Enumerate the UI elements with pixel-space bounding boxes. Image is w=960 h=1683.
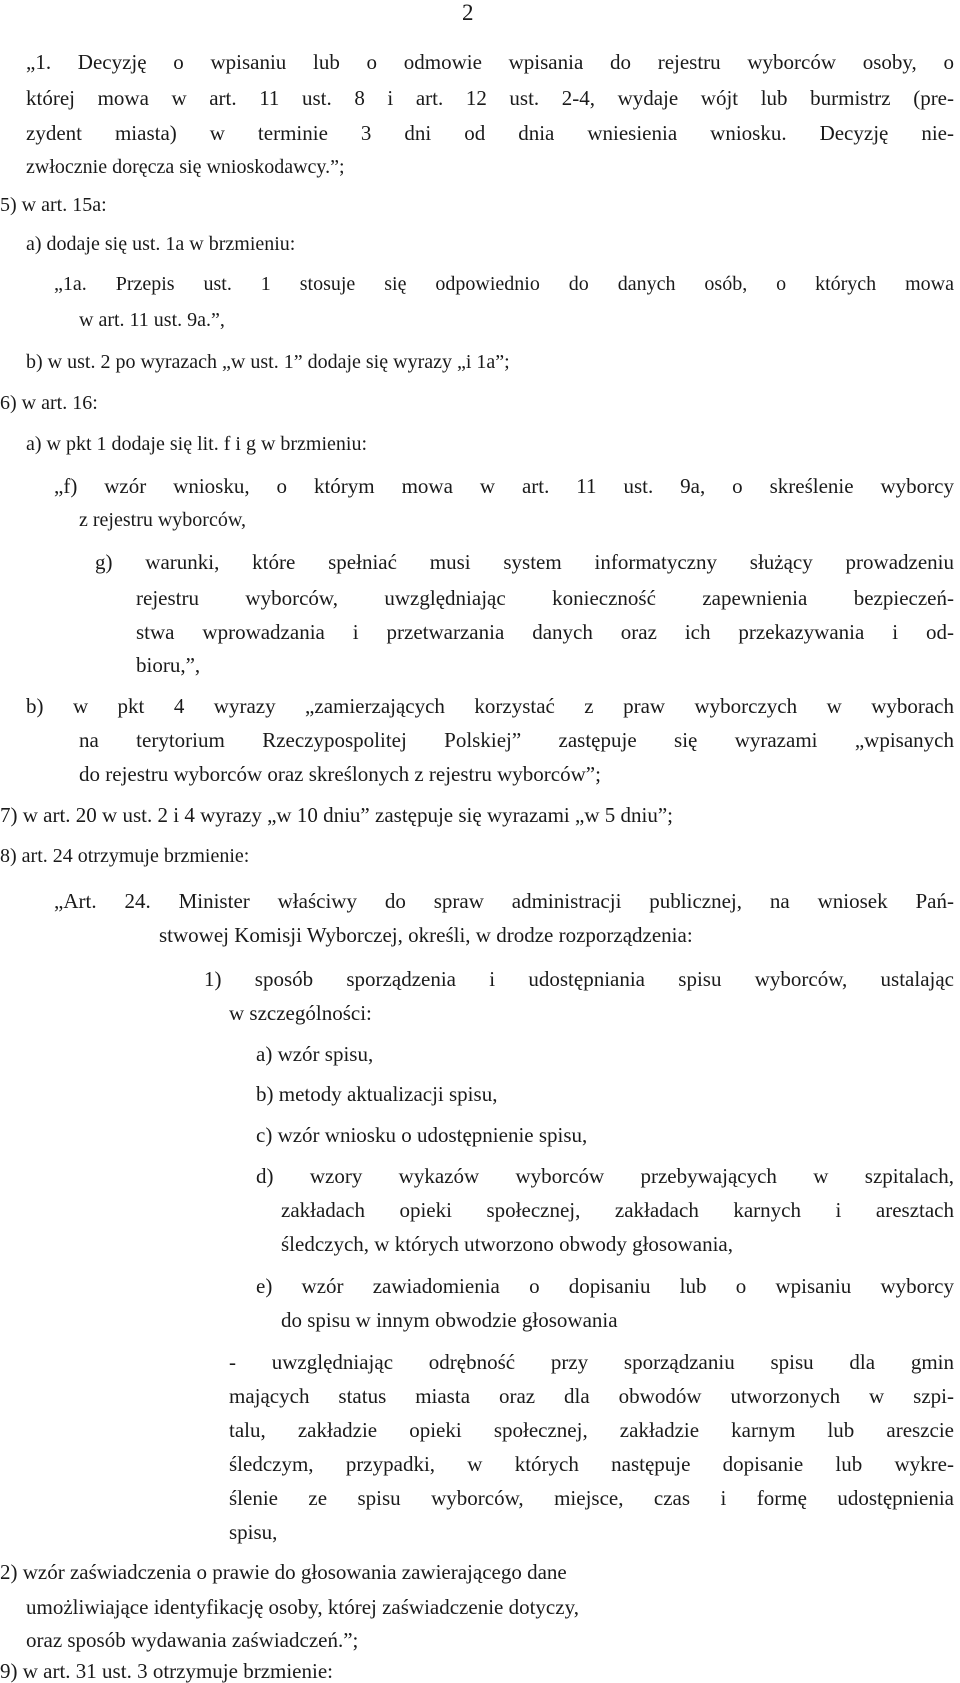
text-line: 7) w art. 20 w ust. 2 i 4 wyrazy „w 10 dniu” zastępuje się wyrazami „w 5 dniu”; (0, 803, 673, 827)
text-line: ślenie ze spisu wyborców, miejsce, czas i formę udostępnienia (229, 1486, 954, 1510)
text-line: z rejestru wyborców, (79, 509, 246, 531)
text-line: oraz sposób wydawania zaświadczeń.”; (26, 1628, 359, 1652)
text-line: spisu, (229, 1520, 278, 1544)
text-line: zydent miasta) w terminie 3 dni od dnia wniesienia wniosku. Decyzję nie- (26, 121, 954, 145)
text-line: w szczególności: (229, 1001, 372, 1025)
text-line: zakładach opieki społecznej, zakładach karnych i aresztach (281, 1198, 954, 1222)
text-line: do spisu w innym obwodzie głosowania (281, 1308, 618, 1332)
text-line: której mowa w art. 11 ust. 8 i art. 12 ust. 2-4, wydaje wójt lub burmistrz (pre- (26, 86, 954, 110)
page-number: 2 (462, 0, 474, 25)
text-line: umożliwiające identyfikację osoby, której zaświadczenie dotyczy, (26, 1595, 579, 1619)
list-item-label: 6) w art. 16: (0, 392, 98, 414)
text-line: „1a. Przepis ust. 1 stosuje się odpowiednio do danych osób, o których mowa (54, 273, 954, 295)
text-line: c) wzór wniosku o udostępnienie spisu, (256, 1123, 588, 1147)
text-line: śledczym, przypadki, w których następuje dopisanie lub wykre- (229, 1452, 954, 1476)
text-line: bioru,”, (136, 653, 201, 677)
text-line: b) w pkt 4 wyrazy „zamierzających korzystać z praw wyborczych w wyborach (26, 694, 954, 718)
list-item-label: 8) art. 24 otrzymuje brzmienie: (0, 845, 250, 867)
text-line: b) metody aktualizacji spisu, (256, 1082, 498, 1106)
text-line: stwa wprowadzania i przetwarzania danych oraz ich przekazywania i od- (136, 620, 954, 644)
text-line: b) w ust. 2 po wyrazach „w ust. 1” dodaje się wyrazy „i 1a”; (26, 351, 510, 373)
text-line: mających status miasta oraz dla obwodów utworzonych w szpi- (229, 1384, 954, 1408)
text-line: 1) sposób sporządzenia i udostępniania spisu wyborców, ustalając (204, 967, 954, 991)
text-line: d) wzory wykazów wyborców przebywających w szpitalach, (256, 1164, 954, 1188)
text-line: „f) wzór wniosku, o którym mowa w art. 11 ust. 9a, o skreślenie wyborcy (54, 474, 954, 498)
text-line: a) wzór spisu, (256, 1042, 374, 1066)
text-line: zwłocznie doręcza się wnioskodawcy.”; (26, 156, 345, 178)
text-line: do rejestru wyborców oraz skreślonych z rejestru wyborców”; (79, 762, 601, 786)
text-line: śledczych, w których utworzono obwody głosowania, (281, 1232, 733, 1256)
text-line: 9) w art. 31 ust. 3 otrzymuje brzmienie: (0, 1659, 333, 1683)
text-line: 2) wzór zaświadczenia o prawie do głosowania zawierającego dane (0, 1560, 567, 1584)
text-line: a) w pkt 1 dodaje się lit. f i g w brzmieniu: (26, 433, 368, 455)
list-item-label: 5) w art. 15a: (0, 194, 107, 216)
text-line: „Art. 24. Minister właściwy do spraw administracji publicznej, na wniosek Pań- (54, 889, 954, 913)
text-line: rejestru wyborców, uwzględniając konieczność zapewnienia bezpieczeń- (136, 586, 954, 610)
text-line: e) wzór zawiadomienia o dopisaniu lub o wpisaniu wyborcy (256, 1274, 954, 1298)
text-line: „1. Decyzję o wpisaniu lub o odmowie wpisania do rejestru wyborców osoby, o (26, 50, 954, 74)
text-line: g) warunki, które spełniać musi system informatyczny służący prowadzeniu (95, 550, 954, 574)
text-line: - uwzględniając odrębność przy sporządzaniu spisu dla gmin (229, 1350, 954, 1374)
text-line: na terytorium Rzeczypospolitej Polskiej” zastępuje się wyrazami „wpisanych (79, 728, 954, 752)
text-line: stwowej Komisji Wyborczej, określi, w drodze rozporządzenia: (159, 923, 693, 947)
text-line: a) dodaje się ust. 1a w brzmieniu: (26, 233, 296, 255)
text-line: w art. 11 ust. 9a.”, (79, 309, 225, 331)
text-line: talu, zakładzie opieki społecznej, zakładzie karnym lub areszcie (229, 1418, 954, 1442)
